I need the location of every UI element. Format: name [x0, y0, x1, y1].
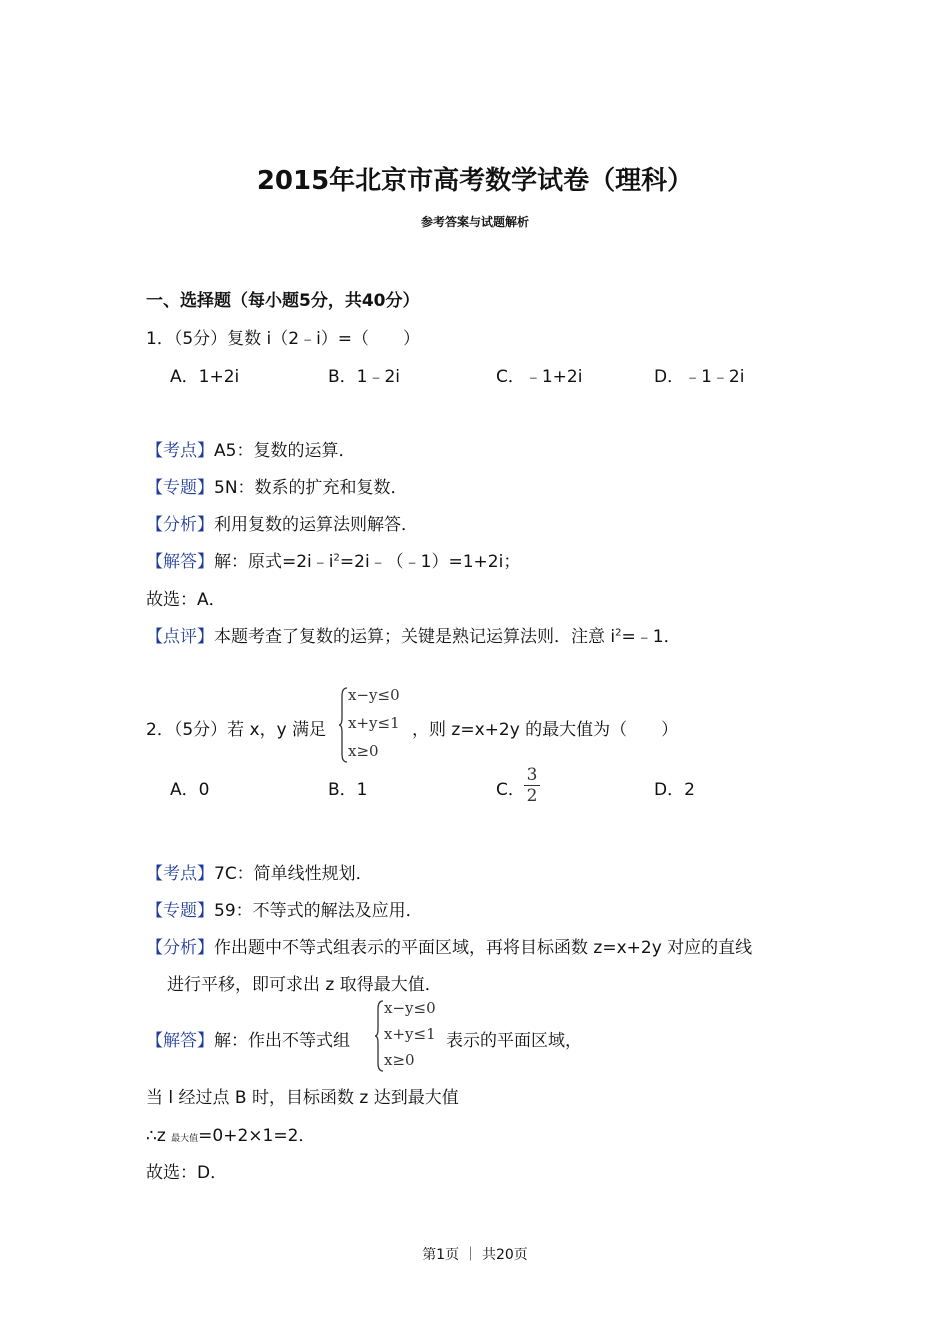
q2-option-d: D．2	[654, 780, 695, 800]
q1-dianping-sup: 2	[615, 627, 622, 639]
brace-icon	[374, 999, 384, 1073]
q2-ineq2-1: x−y≤0	[384, 999, 436, 1017]
kaodian-tag: 【考点】	[146, 441, 214, 461]
jieda-tag: 【解答】	[146, 1031, 214, 1051]
q1-kaodian	[146, 436, 355, 461]
page-footer: 第1页 ｜ 共20页	[422, 1247, 528, 1263]
q2-fenxi	[146, 933, 752, 958]
q1-fenxi-text: 利用复数的运算法则解答．	[214, 515, 418, 535]
q2-max-sub: 最大值	[171, 1134, 199, 1144]
q1-kaodian-text: A5：复数的运算．	[214, 441, 356, 461]
q2-zhuanti-text: 59：不等式的解法及应用．	[214, 901, 423, 921]
page-subtitle: 参考答案与试题解析	[420, 215, 529, 229]
q1-dianping-text-b: =﹣1．	[621, 627, 681, 647]
zhuanti-tag: 【专题】	[146, 901, 214, 921]
q1-dianping-text-a: 本题考查了复数的运算；关键是熟记运算法则．注意 i	[214, 627, 616, 647]
section-heading: 一、选择题（每小题5分，共40分）	[146, 291, 420, 311]
q2-inequality-system-2	[374, 999, 454, 1079]
q2-fenxi-text-1: 作出题中不等式组表示的平面区域，再将目标函数 z=x+2y 对应的直线	[214, 938, 753, 958]
q2-stem-pre: 2．（5分）若 x，y 满足	[146, 720, 327, 740]
q2-ineq-2: x+y≤1	[348, 714, 400, 732]
fraction-numerator: 3	[526, 765, 538, 785]
zhuanti-tag: 【专题】	[146, 478, 214, 498]
q2-ineq2-2: x+y≤1	[384, 1025, 436, 1043]
q2-jieda	[146, 1026, 350, 1051]
dianping-tag: 【点评】	[146, 627, 214, 647]
q2-zhuanti	[146, 896, 423, 921]
q1-option-a: A．1+2i	[170, 367, 240, 387]
q1-jieda-sup: 2	[333, 552, 340, 564]
brace-icon	[338, 686, 348, 764]
q2-answer: 故选：D．	[146, 1163, 228, 1183]
q2-fenxi-cont: 进行平移，即可求出 z 取得最大值．	[167, 975, 442, 995]
q2-option-a: A．0	[170, 780, 210, 800]
q2-max-text-a: ∴z	[146, 1126, 166, 1146]
q1-dianping	[146, 622, 681, 647]
q2-kaodian	[146, 859, 373, 884]
q1-jieda-text-b: =2i﹣（﹣1）=1+2i；	[339, 552, 521, 572]
fraction-denominator: 2	[526, 786, 538, 806]
q2-line-max	[146, 1121, 315, 1146]
q2-stem-post: ，则 z=x+2y 的最大值为（ ）	[412, 720, 679, 740]
kaodian-tag: 【考点】	[146, 864, 214, 884]
q2-ineq2-3: x≥0	[384, 1051, 415, 1069]
q1-option-c: C．﹣1+2i	[496, 367, 583, 387]
q2-jieda-text-a: 解：作出不等式组	[214, 1031, 350, 1051]
page-title: 2015年北京市高考数学试卷（理科）	[256, 166, 694, 196]
q1-jieda	[146, 547, 520, 572]
q1-answer: 故选：A．	[146, 590, 226, 610]
q2-jieda-post: 表示的平面区域，	[446, 1031, 582, 1051]
q1-jieda-text-a: 解：原式=2i﹣i	[214, 552, 334, 572]
q2-option-c-fraction	[524, 766, 540, 805]
q1-zhuanti-text: 5N：数系的扩充和复数．	[214, 478, 408, 498]
q1-fenxi	[146, 510, 418, 535]
fenxi-tag: 【分析】	[146, 515, 214, 535]
q1-option-b: B．1﹣2i	[328, 367, 401, 387]
q2-ineq-1: x−y≤0	[348, 686, 400, 704]
q2-line-b: 当 l 经过点 B 时，目标函数 z 达到最大值	[146, 1088, 459, 1108]
fenxi-tag: 【分析】	[146, 938, 214, 958]
q2-option-c: C．	[496, 780, 525, 800]
q1-stem: 1．（5分）复数 i（2﹣i）=（ ）	[146, 329, 421, 349]
q2-ineq-3: x≥0	[348, 742, 379, 760]
q1-option-d: D．﹣1﹣2i	[654, 367, 745, 387]
q2-max-text-b: =0+2×1=2．	[198, 1126, 316, 1146]
q2-option-b: B．1	[328, 780, 368, 800]
q1-zhuanti	[146, 473, 408, 498]
q2-inequality-system	[338, 686, 418, 766]
q2-kaodian-text: 7C：简单线性规划．	[214, 864, 373, 884]
jieda-tag: 【解答】	[146, 552, 214, 572]
